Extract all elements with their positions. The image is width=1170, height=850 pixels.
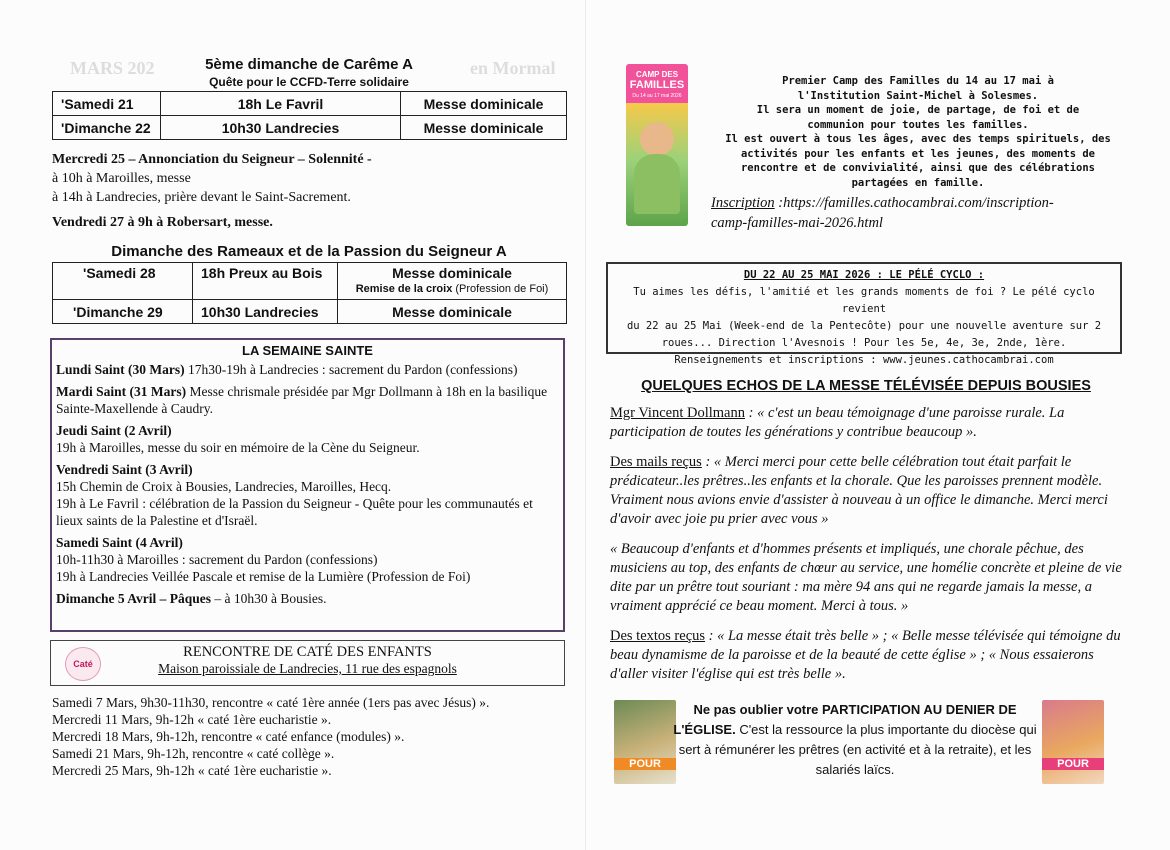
- schedule-day: 'Samedi 28: [53, 263, 193, 300]
- careme-schedule-table: [52, 91, 567, 140]
- camp-line: Premier Camp des Familles du 14 au 17 mai à: [782, 75, 1054, 87]
- inscription-label: Inscription: [711, 195, 775, 211]
- inscription-link-cont[interactable]: camp-familles-mai-2026.html: [711, 215, 883, 231]
- echos-title: QUELQUES ECHOS DE LA MESSE TÉLÉVISÉE DEPUIS BOUSIES: [641, 378, 1091, 394]
- camp-line: communion pour toutes les familles.: [807, 118, 1029, 131]
- jeudi-heading: Jeudi Saint (2 Avril): [56, 423, 172, 438]
- echo-paragraph: [610, 627, 1122, 684]
- weekday-line: à 10h à Maroilles, messe: [52, 171, 191, 186]
- mardi-text: Messe chrismale présidée par Mgr Dollmann à 18h en la basilique Sainte-Maxellende à Caudry.: [56, 384, 548, 416]
- dimanche-text: – à 10h30 à Bousies.: [211, 591, 327, 606]
- table-row: [53, 300, 567, 324]
- lundi-heading: Lundi Saint (30 Mars): [56, 362, 185, 377]
- pele-line: roues... Direction l'Avesnois ! Pour les 5e, 4e, 3e, 2nde, 1ère.: [661, 337, 1067, 349]
- poster-title-line1: CAMP DES: [635, 70, 679, 79]
- schedule-place: 10h30 Landrecies: [193, 300, 338, 324]
- pele-line: Renseignements et inscriptions : www.jeunes.cathocambrai.com: [674, 354, 1054, 366]
- pour-badge: POUR: [614, 758, 676, 770]
- pele-line: du 22 au 25 Mai (Week-end de la Pentecôte) pour une nouvelle aventure sur 2: [626, 320, 1102, 332]
- dimanche-heading: Dimanche 5 Avril – Pâques: [56, 591, 211, 606]
- echo-text: : « Merci merci pour cette belle célébration tout était parfait le prédicateur..les prêtres..les enfants et la chorale. Que les paroisses prennent modèle. Vraiment nous avions envie d'assister à nouveau à un office le dimanche. Merci merci d'avoir avec joie pu prier avec vous »: [610, 454, 1108, 527]
- schedule-type: Messe dominicale: [401, 92, 567, 116]
- schedule-day: 'Dimanche 22: [53, 116, 161, 140]
- schedule-note-bold: Remise de la croix: [355, 283, 453, 295]
- show-through-text-a: MARS 202: [70, 58, 155, 78]
- samedi-heading: Samedi Saint (4 Avril): [56, 535, 183, 550]
- rameaux-title: Dimanche des Rameaux et de la Passion du Seigneur A: [111, 243, 507, 260]
- camp-line: l'Institution Saint-Michel à Solesmes.: [797, 89, 1039, 102]
- pele-line: Tu aimes les défis, l'amitié et les grands moments de foi ? Le pélé cyclo revient: [633, 286, 1095, 315]
- semaine-sainte-title: LA SEMAINE SAINTE: [242, 343, 373, 358]
- person-icon: [640, 122, 674, 156]
- echo-label: Des textos reçus: [610, 628, 706, 644]
- denier-photo-right: [1042, 700, 1104, 784]
- echo-label: Des mails reçus: [610, 454, 702, 470]
- schedule-day: 'Samedi 21: [53, 92, 161, 116]
- table-row: [53, 116, 567, 140]
- poster-title-line2: FAMILLES: [629, 79, 685, 91]
- jeudi-entry: [56, 422, 559, 456]
- schedule-place: 18h Preux au Bois: [193, 263, 338, 300]
- cate-logo-icon: [65, 647, 101, 681]
- plant-icon: [634, 154, 680, 214]
- camp-line: Il sera un moment de joie, de partage, de foi et de: [756, 104, 1080, 116]
- semaine-sainte-box: [50, 338, 565, 632]
- samedi-entry: [56, 534, 559, 585]
- echos-block: [610, 404, 1122, 695]
- schedule-type: Messe dominicale: [392, 265, 512, 281]
- denier-text: [670, 700, 1040, 780]
- rameaux-schedule-table: [52, 262, 567, 324]
- poster-date: Du 14 au 17 mai 2026: [632, 93, 682, 99]
- cate-title: RENCONTRE DE CATÉ DES ENFANTS: [183, 644, 432, 660]
- annonciation-heading: Mercredi 25 – Annonciation du Seigneur – Solennité -: [52, 152, 372, 167]
- camp-familles-poster: [626, 64, 688, 226]
- echo-text: « Beaucoup d'enfants et d'hommes présents et impliqués, une chorale pêchue, des musiciens au top, des enfants de chœur au service, une homélie concrète et pleine de vie dite par un prêtre tout souriant : ma mère 94 ans qui ne regarde jamais la messe, a vraiment apprécié ce beau moment. Merci à tous. »: [610, 541, 1122, 614]
- lundi-entry: [56, 361, 559, 378]
- camp-line: rencontre et de convivialité, ainsi que des célébrations: [740, 162, 1095, 174]
- schedule-type: Messe dominicale: [401, 116, 567, 140]
- list-item: Mercredi 11 Mars, 9h-12h « caté 1ère eucharistie ».: [52, 712, 332, 727]
- right-page: [585, 0, 1170, 850]
- pele-cyclo-box: [606, 262, 1122, 366]
- list-item: Samedi 21 Mars, 9h-12h, rencontre « caté collège ».: [52, 746, 335, 761]
- camp-line: partagées en famille.: [851, 176, 985, 189]
- list-item: Samedi 7 Mars, 9h30-11h30, rencontre « caté 1ère année (1ers pas avec Jésus) ».: [52, 695, 490, 710]
- vendredi-text: 15h Chemin de Croix à Bousies, Landrecies, Maroilles, Hecq.: [56, 479, 392, 494]
- pour-badge: POUR: [1042, 758, 1104, 770]
- camp-familles-text: [698, 74, 1138, 190]
- mardi-heading: Mardi Saint (31 Mars): [56, 384, 187, 399]
- denier-body: C'est la ressource la plus importante du diocèse qui sert à rémunérer les prêtres (en activité et à la retraite), et les salariés laïcs.: [678, 722, 1037, 777]
- careme-title: 5ème dimanche de Carême A: [205, 56, 413, 73]
- samedi-text: 19h à Landrecies Veillée Pascale et remise de la Lumière (Profession de Foi): [56, 569, 471, 584]
- denier-photo-left: [614, 700, 676, 784]
- schedule-place: 18h Le Favril: [161, 92, 401, 116]
- echo-text: : « La messe était très belle » ; « Belle messe télévisée qui témoigne du beau dynamisme de la paroisse et de la beauté de cette église » ; « Nous essaierons d'aller visiter l'église qui est très belle ».: [610, 628, 1121, 682]
- schedule-type-cell: [338, 263, 567, 300]
- cate-box: [50, 640, 565, 686]
- cate-list: [52, 694, 489, 779]
- schedule-note-normal: (Profession de Foi): [452, 283, 549, 295]
- show-through-text-b: en Mormal: [470, 58, 556, 78]
- echo-paragraph: [610, 540, 1122, 616]
- inscription-link[interactable]: :https://familles.cathocambrai.com/inscription-: [774, 195, 1054, 211]
- cate-logo-text: Caté: [73, 659, 93, 669]
- list-item: Mercredi 25 Mars, 9h-12h « caté 1ère eucharistie ».: [52, 763, 332, 778]
- dimanche-entry: [56, 590, 559, 607]
- lundi-text: 17h30-19h à Landrecies : sacrement du Pardon (confessions): [184, 362, 518, 377]
- schedule-place: 10h30 Landrecies: [161, 116, 401, 140]
- careme-subtitle: Quête pour le CCFD-Terre solidaire: [209, 75, 409, 89]
- samedi-text: 10h-11h30 à Maroilles : sacrement du Pardon (confessions): [56, 552, 378, 567]
- table-row: [53, 92, 567, 116]
- echo-text: : « c'est un beau témoignage d'une paroisse rurale. La participation de toutes les générations y contribue beaucoup ».: [610, 405, 1065, 440]
- camp-line: Il est ouvert à tous les âges, avec des temps spirituels, des: [725, 133, 1111, 145]
- cate-address: Maison paroissiale de Landrecies, 11 rue des espagnols: [158, 661, 457, 676]
- echo-label: Mgr Vincent Dollmann: [610, 405, 745, 421]
- echo-paragraph: [610, 404, 1122, 442]
- schedule-day: 'Dimanche 29: [53, 300, 193, 324]
- list-item: Mercredi 18 Mars, 9h-12h, rencontre « caté enfance (modules) ».: [52, 729, 405, 744]
- table-row: [53, 263, 567, 300]
- schedule-note: [346, 281, 558, 297]
- vendredi-entry: [56, 461, 559, 529]
- jeudi-text: 19h à Maroilles, messe du soir en mémoire de la Cène du Seigneur.: [56, 440, 420, 455]
- denier-bold: Ne pas oublier votre PARTICIPATION AU DENIER DE L'ÉGLISE.: [673, 702, 1017, 737]
- vendredi-line: Vendredi 27 à 9h à Robersart, messe.: [52, 215, 273, 230]
- pele-title: DU 22 AU 25 MAI 2026 : LE PÉLÉ CYCLO :: [743, 269, 985, 281]
- camp-inscription: [711, 193, 1131, 233]
- camp-line: activités pour les enfants et les jeunes, des moments de: [740, 147, 1095, 160]
- mardi-entry: [56, 383, 559, 417]
- schedule-type: Messe dominicale: [338, 300, 567, 324]
- echo-paragraph: [610, 453, 1122, 529]
- weekday-line: à 14h à Landrecies, prière devant le Saint-Sacrement.: [52, 190, 351, 205]
- vendredi-text: 19h à Le Favril : célébration de la Passion du Seigneur - Quête pour les communautés et lieux saints de la Palestine et d'Israël.: [56, 496, 533, 528]
- vendredi-heading: Vendredi Saint (3 Avril): [56, 462, 193, 477]
- weekday-block: [52, 150, 567, 232]
